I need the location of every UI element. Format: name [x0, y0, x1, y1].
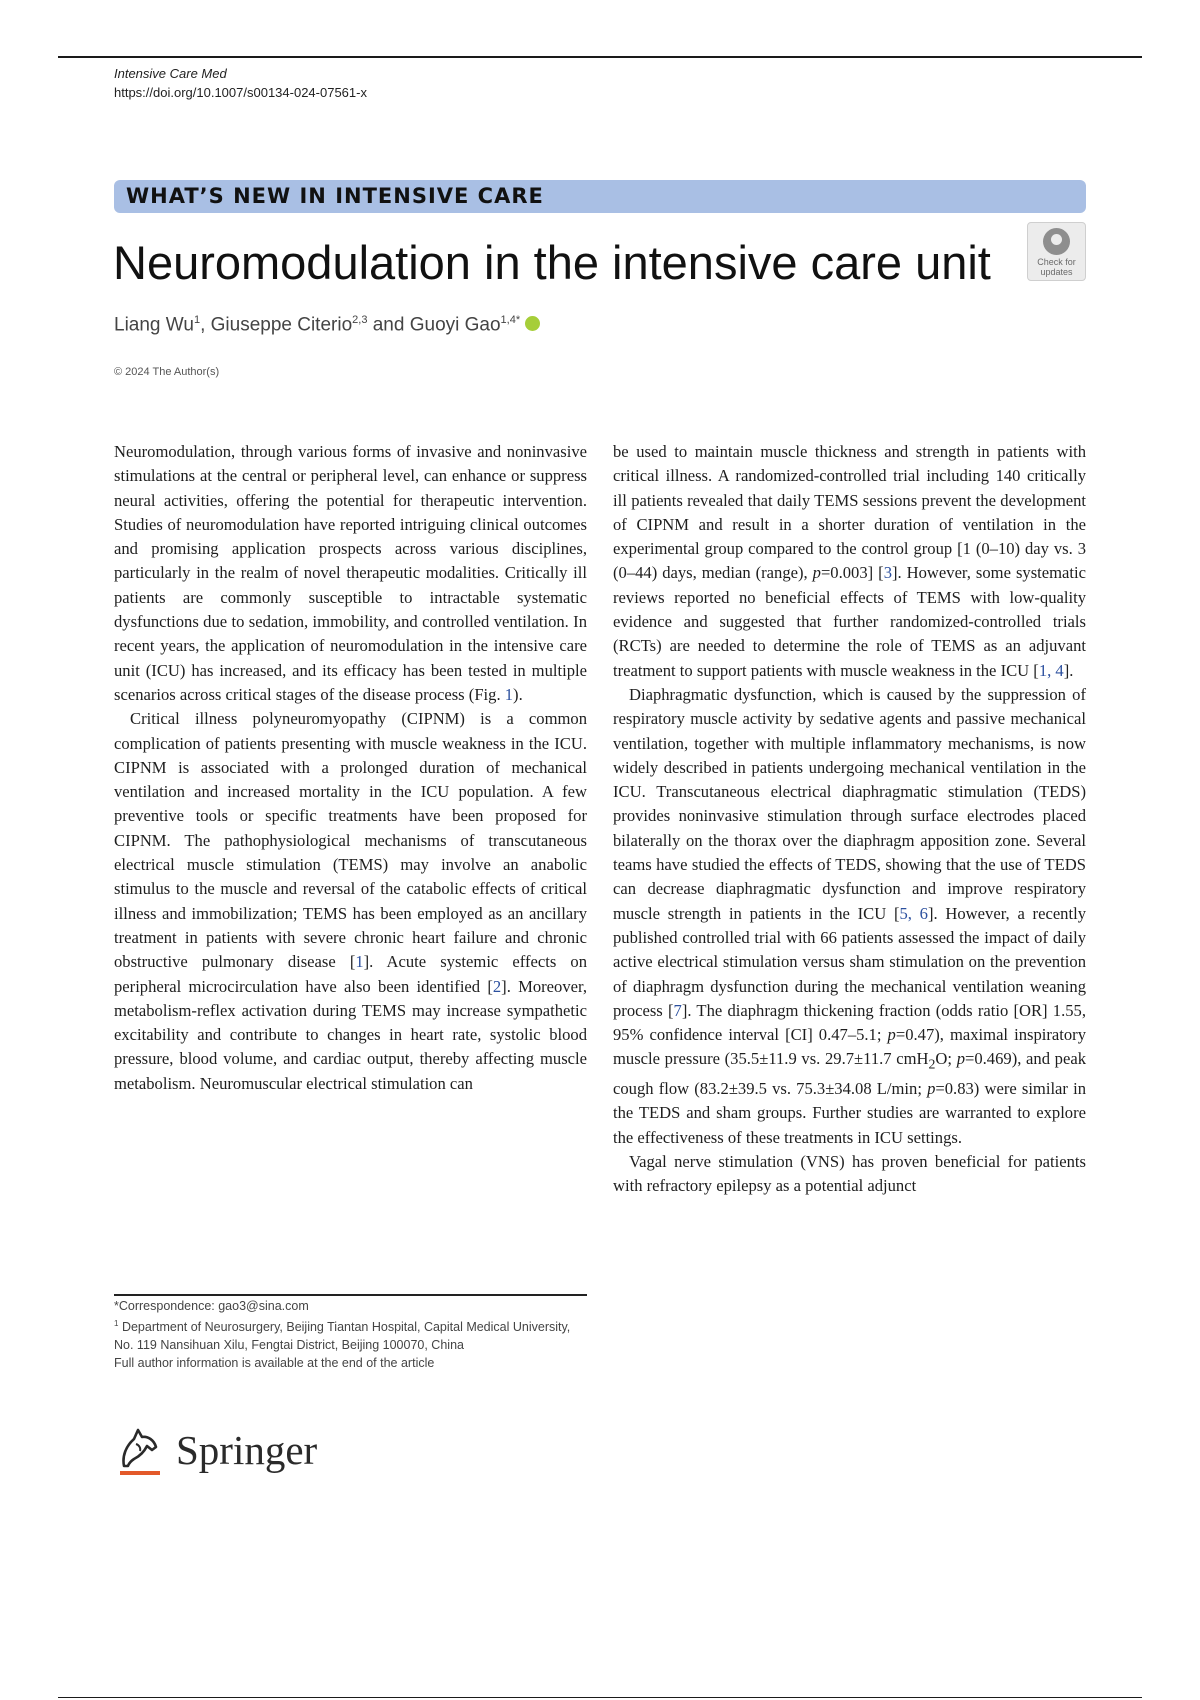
- citation-link[interactable]: 7: [673, 1000, 682, 1020]
- citation-link[interactable]: 1, 4: [1038, 660, 1064, 680]
- italic-symbol: p: [956, 1049, 965, 1069]
- author-info-note: Full author information is available at the end of the article: [114, 1356, 435, 1371]
- citation-link[interactable]: 5, 6: [899, 903, 928, 923]
- publisher-logo: [114, 1422, 374, 1482]
- body-paragraph: [613, 1150, 1086, 1199]
- footnote-rule: [114, 1294, 587, 1296]
- text-run: ].: [1063, 660, 1074, 680]
- citation-link[interactable]: 1: [355, 952, 364, 972]
- author-affiliation-marker: 2,3: [352, 314, 368, 326]
- text-run: =0.003] [: [820, 563, 884, 583]
- journal-header: [114, 64, 367, 102]
- text-run: be used to maintain muscle thickness and strength in patients with critical illness. A randomized-controlled trial including 140 critically ill patients revealed that daily TEMS sessions prevent the development of CIPNM and result in a shorter duration of ventilation in the experimental group compared to the control group [1 (0–10) day vs. 3 (0–44) days, median (range),: [613, 442, 1086, 583]
- affiliation-marker: 1: [114, 1319, 119, 1328]
- text-run: ).: [513, 684, 523, 704]
- author-separator: ,: [200, 314, 211, 336]
- text-run: =0.469), and peak cough flow (83.2±39.5 vs. 75.3±34.08 L/min;: [613, 1049, 1087, 1099]
- citation-link[interactable]: 2: [492, 976, 502, 996]
- check-updates-label-1: Check for: [1037, 257, 1076, 267]
- check-updates-icon: [1043, 228, 1070, 255]
- text-run: O;: [935, 1049, 957, 1069]
- italic-symbol: p: [927, 1079, 936, 1099]
- affiliation-text: Department of Neurosurgery, Beijing Tiantan Hospital, Capital Medical University, No. 119 Nansihuan Xilu, Fengtai District, Beijing 100070, China: [114, 1320, 571, 1353]
- text-run: ]. Moreover, metabolism-reflex activation during TEMS may increase sympathetic excitability and contribute to changes in heart rate, systolic blood pressure, blood volume, and cardiac output, thereby affecting muscle metabolism. Neuromuscular electrical stimulation can: [114, 976, 587, 1093]
- article-title: Neuromodulation in the intensive care unit: [113, 236, 991, 289]
- body-paragraph: [613, 440, 1086, 683]
- orcid-icon[interactable]: [525, 316, 540, 331]
- check-updates-label-2: updates: [1040, 267, 1073, 277]
- text-run: Diaphragmatic dysfunction, which is caused by the suppression of respiratory muscle activity by sedative agents and passive mechanical ventilation, together with multiple inflammatory mechanisms, is now widely described in patients undergoing mechanical ventilation in the ICU. Transcutaneous electrical diaphragmatic stimulation (TEDS) provides noninvasive stimulation through surface electrodes placed bilaterally on the thorax over the diaphragm apposition zone. Several teams have studied the effects of TEDS, showing that the use of TEDS can decrease diaphragmatic dysfunction and improve respiratory muscle strength in patients in the ICU [: [613, 684, 1086, 923]
- author-list: [114, 307, 540, 338]
- publisher-name: Springer: [176, 1427, 318, 1473]
- journal-name: Intensive Care Med: [114, 66, 227, 81]
- text-run: =0.47), maximal inspiratory muscle pressure (35.5±11.9 vs. 29.7±11.7 cmH: [613, 1025, 1086, 1069]
- bottom-rule: [58, 1697, 1142, 1698]
- footnotes: [114, 1297, 587, 1372]
- text-run: ]. The diaphragm thickening fraction (odds ratio [OR] 1.55, 95% confidence interval [CI] 0.47–5.1;: [613, 1000, 1086, 1045]
- body-paragraph: [613, 683, 1086, 1150]
- top-rule: [58, 56, 1142, 58]
- affiliation: [114, 1315, 587, 1354]
- author-name: Guoyi Gao: [409, 314, 501, 336]
- italic-symbol: p: [887, 1025, 896, 1045]
- text-run: =0.83) were similar in the TEDS and sham groups. Further studies are warranted to explore the effectiveness of these treatments in ICU settings.: [613, 1079, 1086, 1147]
- copyright-notice: © 2024 The Author(s): [114, 366, 220, 378]
- springer-horse-icon: [114, 1422, 166, 1480]
- section-banner: WHAT’S NEW IN INTENSIVE CARE: [114, 180, 1086, 213]
- citation-link[interactable]: 3: [883, 563, 892, 583]
- correspondence-email[interactable]: *Correspondence: gao3@sina.com: [114, 1299, 309, 1313]
- author-affiliation-marker: 1: [193, 314, 201, 326]
- author-affiliation-marker: 1,4*: [500, 314, 521, 326]
- text-run: ]. However, a recently published controlled trial with 66 patients assessed the impact of daily active electrical stimulation versus sham stimulation on the prevention of diaphragm dysfunction during the mechanical ventilation weaning process [: [613, 903, 1086, 1020]
- doi-link[interactable]: https://doi.org/10.1007/s00134-024-07561-x: [114, 85, 367, 100]
- text-run: Neuromodulation, through various forms of invasive and noninvasive stimulations at the central or peripheral level, can enhance or suppress neural activities, offering the potential for therapeutic intervention. Studies of neuromodulation have reported intriguing clinical outcomes and promising application prospects across various disciplines, particularly in the realm of novel therapeutic modalities. Critically ill patients are commonly susceptible to intractable systematic dysfunctions due to sedation, immobility, and controlled ventilation. In recent years, the application of neuromodulation in the intensive care unit (ICU) has increased, and its efficacy has been tested in multiple scenarios across critical stages of the disease process (Fig.: [114, 442, 587, 704]
- subscript: 2: [928, 1056, 936, 1072]
- text-run: ]. Acute systemic effects on peripheral microcirculation have also been identified [: [114, 952, 587, 996]
- body-column-left: [114, 440, 587, 1096]
- text-run: Vagal nerve stimulation (VNS) has proven beneficial for patients with refractory epilepsy as a potential adjunct: [613, 1151, 1086, 1196]
- citation-link[interactable]: 1: [504, 684, 514, 704]
- body-paragraph: [114, 707, 587, 1096]
- text-run: Critical illness polyneuromyopathy (CIPNM) is a common complication of patients presenting with muscle weakness in the ICU. CIPNM is associated with a prolonged duration of mechanical ventilation and increased mortality in the ICU population. A few preventive tools or specific treatments have been proposed for CIPNM. The pathophysiological mechanisms of transcutaneous electrical muscle stimulation (TEMS) may involve an anabolic stimulus to the muscle and reversal of the catabolic effects of critical illness and immobilization; TEMS has been employed as an ancillary treatment in patients with severe chronic heart failure and chronic obstructive pulmonary disease [: [114, 709, 587, 972]
- author-name: Liang Wu: [114, 314, 194, 336]
- body-paragraph: [114, 440, 587, 707]
- body-column-right: [613, 440, 1086, 1199]
- check-for-updates-button[interactable]: [1027, 222, 1086, 281]
- author-name: Giuseppe Citerio: [210, 314, 353, 336]
- text-run: ]. However, some systematic reviews reported no beneficial effects of TEMS with low-quality evidence and suggested that further randomized-controlled trials (RCTs) are needed to determine the role of TEMS as an adjuvant treatment to support patients with muscle weakness in the ICU [: [613, 563, 1086, 680]
- italic-symbol: p: [812, 563, 821, 583]
- author-separator: and: [367, 314, 410, 336]
